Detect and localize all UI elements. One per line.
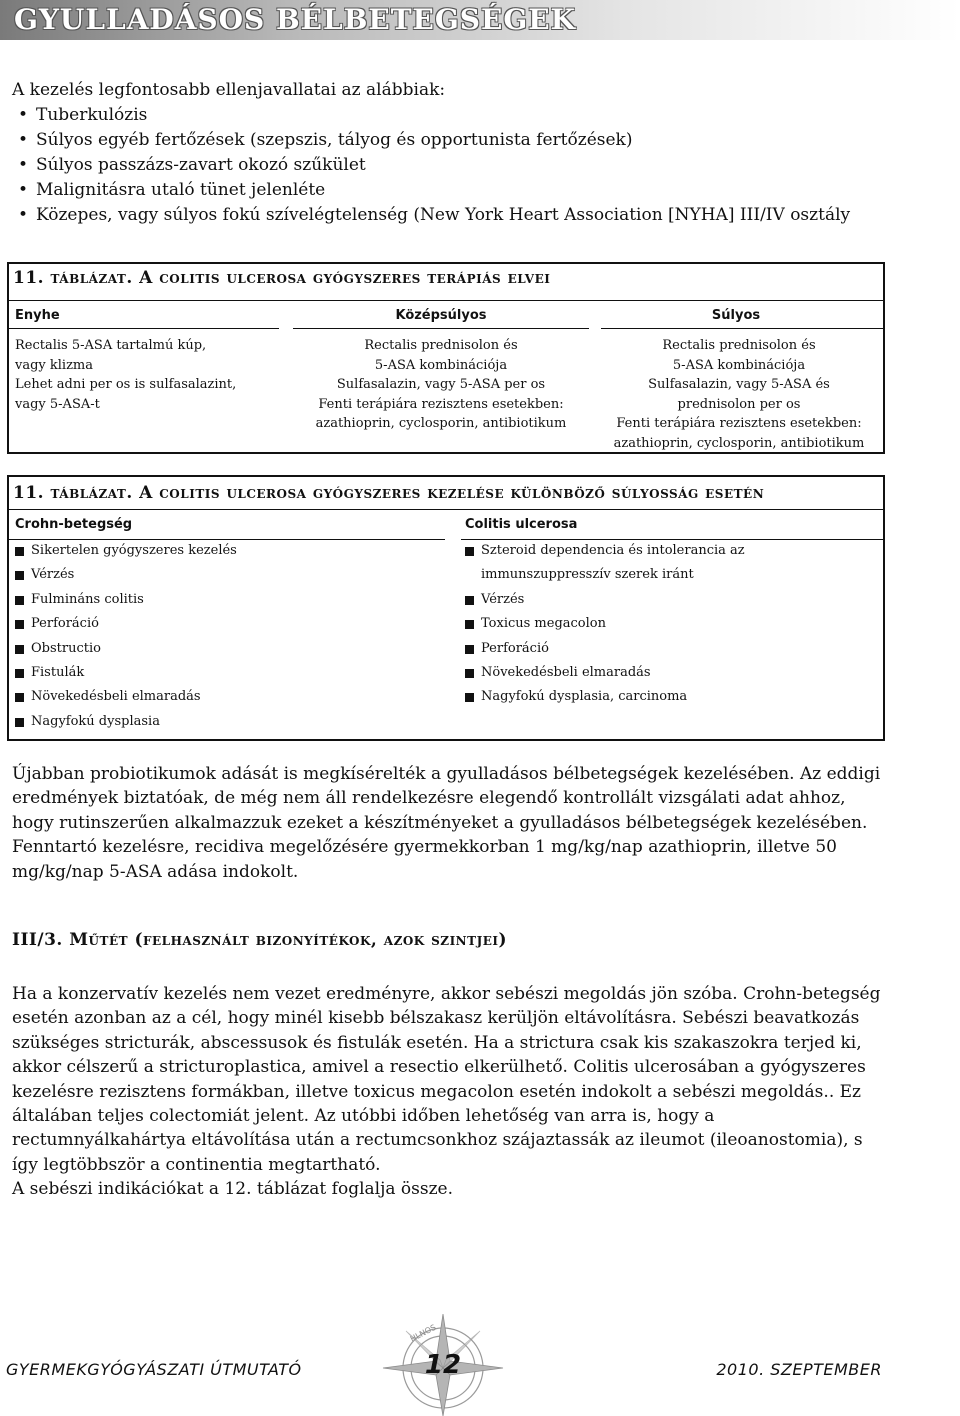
list-item: • Tuberkulózis [12,103,892,128]
square-bullet-icon [465,693,474,702]
surgery-paragraphs [12,982,882,1202]
column-header-moderate: Középsúlyos [395,308,487,323]
list-item: Nagyfokú dysplasia [15,710,445,734]
moderate-therapy-cell [293,336,589,434]
contraindications-block [12,78,892,228]
list-item: Növekedésbeli elmaradás [465,661,877,685]
list-item: Perforáció [465,637,877,661]
list-item: • Súlyos egyéb fertőzések (szepszis, tályog és opportunista fertőzések) [12,128,892,153]
column-header-crohn: Crohn-betegség [15,517,133,532]
cell-line: Lehet adni per os is sulfasalazint, [15,377,237,392]
cell-line: Fenti terápiára rezisztens esetekben: [318,396,564,412]
list-item: Toxicus megacolon [465,612,877,636]
page-number: 12 [424,1350,462,1380]
divider [293,328,589,329]
list-item: Növekedésbeli elmaradás [15,685,445,709]
square-bullet-icon [15,547,24,556]
footer-publication: GYERMEKGYÓGYÁSZATI ÚTMUTATÓ [6,1360,302,1379]
column-header-severe: Súlyos [711,308,761,323]
page-title: GYULLADÁSOS BÉLBETEGSÉGEK [14,3,576,36]
cell-line: Rectalis 5-ASA tartalmú kúp, [15,338,207,353]
square-bullet-icon [15,645,24,654]
cell-line: azathioprin, cyclosporin, antibiotikum [613,435,865,451]
column-header-mild: Enyhe [15,308,60,323]
square-bullet-icon [465,620,474,629]
cell-line: 5-ASA kombinációja [672,357,806,373]
list-item: • Közepes, vagy súlyos fokú szívelégtelenség (New York Heart Association [NYHA] III/IV osztály [12,203,892,228]
column-header-colitis: Colitis ulcerosa [465,517,578,532]
square-bullet-icon [465,547,474,556]
square-bullet-icon [15,620,24,629]
cell-line: prednisolon per os [677,396,801,412]
square-bullet-icon [15,571,24,580]
square-bullet-icon [15,669,24,678]
cell-line: Rectalis prednisolon és [364,338,518,353]
table-caption: 11. táblázat. A colitis ulcerosa gyógyszeres kezelése különböző súlyosság esetén [13,483,765,503]
square-bullet-icon [15,718,24,727]
square-bullet-icon [15,596,24,605]
square-bullet-icon [15,693,24,702]
paragraph: A sebészi indikációkat a 12. táblázat foglalja össze. [12,1179,453,1200]
footer-date: 2010. SZEPTEMBER [716,1360,882,1379]
list-item: Obstructio [15,637,445,661]
list-item: Nagyfokú dysplasia, carcinoma [465,685,877,709]
square-bullet-icon [465,669,474,678]
paragraph: Ha a konzervatív kezelés nem vezet eredményre, akkor sebészi megoldás jön szóba. Crohn-betegség esetén azonban az a cél, hogy minél kisebb bélszakasz kerüljön eltávolításra. Sebészi beavatkozás szükséges stricturák, abscessusok és fistulák esetén. Ha a strictura csak kis szakaszokra terjed ki, akkor célszerű a stricturoplastica, amivel a resectio elkerülhető. Colitis ulcerosában a gyógyszeres kezelésre rezisztens formákban, illetve toxicus megacolon esetén indokolt a sebészi megoldás.. Ez általában teljes colectomiát jelent. Az utóbbi időben lehetőség van arra is, hogy a rectumnyálkahártya eltávolítása után a rectumcsonkhoz szájaztassák az ileumot (ileoanostomia), s így legtöbbször a continentia megtartható. [12,984,881,1175]
list-item: Perforáció [15,612,445,636]
cell-line: Rectalis prednisolon és [662,338,816,353]
cell-line: azathioprin, cyclosporin, antibiotikum [315,416,567,431]
severe-therapy-cell [595,336,883,453]
intro-lead: A kezelés legfontosabb ellenjavallatai az alábbiak: [12,80,446,100]
paragraph: Újabban probiotikumok adását is megkísérelték a gyulladásos bélbetegségek kezelésében. Az eddigi eredmények biztatóak, de még nem áll rendelkezésre elegendő kontrollált vizsgálati adat ahhoz, hogy rutinszerűen alkalmazzuk ezeket a készítményeket a gyulladásos bélbetegségek kezelésében. [12,764,881,833]
list-item: Fistulák [15,661,445,685]
list-item: Szteroid dependencia és intolerancia az [465,539,877,563]
list-item: Vérzés [15,563,445,587]
therapy-table [7,262,885,454]
cell-line: 5-ASA kombinációja [374,357,508,373]
cell-line: Fenti terápiára rezisztens esetekben: [616,416,862,431]
cell-line: vagy klizma [15,357,94,373]
list-item-continuation: immunszuppresszív szerek iránt [481,567,694,583]
list-item: Sikertelen gyógyszeres kezelés [15,539,445,563]
list-item: • Súlyos passzázs-zavart okozó szűkület [12,153,892,178]
header-bar [0,0,960,40]
divider [9,509,883,510]
section-heading: III/3. Műtét (felhasznált bizonyítékok, azok szintjei) [12,930,508,950]
divider [9,328,279,329]
cell-line: Sulfasalazin, vagy 5-ASA és [648,377,830,392]
cell-line: vagy 5-ASA-t [15,396,100,412]
cell-line: Sulfasalazin, vagy 5-ASA per os [336,377,546,392]
list-item: • Malignitásra utaló tünet jelenléte [12,178,892,203]
divider [9,300,883,301]
square-bullet-icon [465,596,474,605]
crohn-indication-list [15,539,445,734]
probiotics-paragraphs [12,762,882,884]
list-item: Vérzés [465,588,877,612]
mild-therapy-cell [15,336,285,414]
colitis-indication-list [465,539,877,710]
logo-lettering: HLNOS [408,1322,438,1344]
list-item: Fulmináns colitis [15,588,445,612]
table-caption: 11. táblázat. A colitis ulcerosa gyógyszeres terápiás elvei [13,268,551,288]
surgery-indication-table [7,475,885,741]
paragraph: Fenntartó kezelésre, recidiva megelőzésére gyermekkorban 1 mg/kg/nap azathioprin, illetve 50 mg/kg/nap 5-ASA adása indokolt. [12,837,837,882]
square-bullet-icon [465,645,474,654]
divider [601,328,883,329]
contraindication-list [12,103,892,228]
